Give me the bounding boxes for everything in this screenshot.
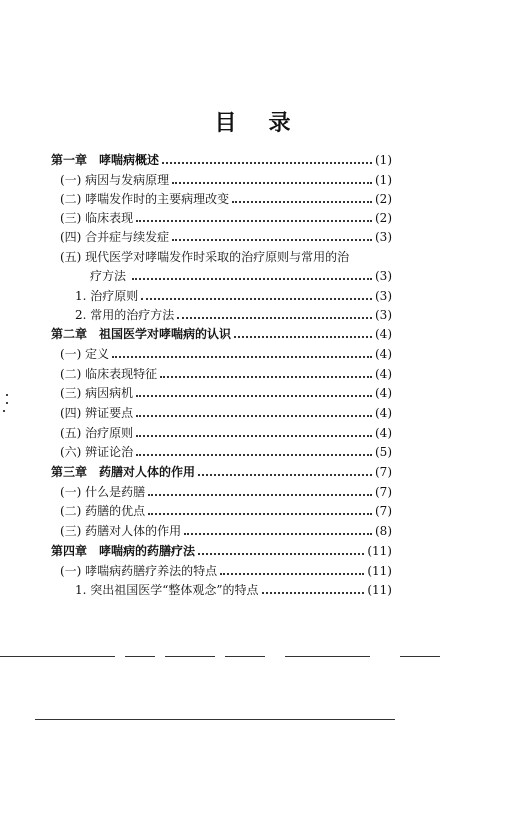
scan-rule: [285, 656, 370, 657]
scan-mark: [6, 394, 8, 396]
dot-leader: [232, 188, 372, 203]
toc-entry-label: 1. 突出祖国医学“整体观念”的特点: [75, 583, 259, 597]
toc-entry: [0, 501, 505, 520]
toc-entry-label: (三) 病因病机: [60, 386, 134, 400]
dot-leader: [172, 169, 372, 184]
scan-rule: [125, 656, 155, 657]
chapter-number: 第一章: [51, 153, 88, 167]
scan-rule: [165, 656, 215, 657]
toc-entry-label: (一) 定义: [60, 347, 110, 361]
toc-subentry: [0, 580, 505, 599]
toc-entry-label: (四) 合并症与续发症: [60, 230, 170, 244]
dot-leader: [136, 402, 372, 417]
toc-entry: [0, 247, 349, 266]
page-number: (3): [375, 268, 392, 283]
dot-leader: [262, 579, 365, 594]
toc-entry-label: (二) 临床表现特征: [60, 367, 158, 381]
page-number: (2): [375, 210, 392, 225]
toc-entry: [0, 383, 505, 402]
toc-entry: [0, 189, 505, 208]
toc-entry-label: [51, 325, 231, 342]
page-number: (4): [375, 425, 392, 440]
chapter-title: 哮喘病的药膳疗法: [99, 544, 196, 558]
page-number: (8): [375, 523, 392, 538]
chapter-title: 祖国医学对哮喘病的认识: [99, 327, 232, 341]
scan-mark: [6, 402, 8, 404]
toc-entry-label: (三) 临床表现: [60, 211, 134, 225]
dot-leader: [177, 304, 372, 319]
dot-leader: [141, 285, 372, 300]
toc-entry-label: 1. 治疗原则: [75, 289, 139, 303]
chapter-title: 药膳对人体的作用: [99, 465, 196, 479]
toc-entry-label: 疗方法: [90, 269, 127, 283]
page-number: (3): [375, 307, 392, 322]
title-char-2: 录: [268, 111, 291, 136]
toc-entry-label: [51, 151, 159, 168]
toc-entry-continuation: [0, 266, 505, 285]
toc-entry: [0, 561, 505, 580]
scan-rule: [400, 656, 440, 657]
dot-leader: [184, 520, 372, 535]
dot-leader: [132, 265, 372, 280]
page-number: (7): [375, 484, 392, 499]
scan-rule: [35, 719, 395, 720]
page-number: (4): [375, 385, 392, 400]
toc-chapter-1: [0, 150, 505, 169]
page-number: (7): [375, 464, 392, 479]
toc-entry: [0, 208, 505, 227]
dot-leader: [136, 422, 372, 437]
page-number: (7): [375, 503, 392, 518]
page-number: (3): [375, 288, 392, 303]
chapter-number: 第三章: [51, 465, 88, 479]
toc-entry: [0, 364, 505, 383]
toc-entry-label: (一) 病因与发病原理: [60, 173, 170, 187]
toc-entry-label: 2. 常用的治疗方法: [75, 308, 175, 322]
toc-entry-label: (二) 药膳的优点: [60, 504, 146, 518]
toc-entry: [0, 227, 505, 246]
toc-entry: [0, 423, 505, 442]
dot-leader: [198, 461, 372, 476]
toc-entry: [0, 521, 505, 540]
toc-entry: [0, 403, 505, 422]
dot-leader: [148, 481, 372, 496]
toc-entry-label: (三) 药膳对人体的作用: [60, 524, 182, 538]
toc-entry: [0, 170, 505, 189]
page-number: (11): [367, 543, 392, 558]
toc-entry-label: (六) 辨证论治: [60, 445, 134, 459]
dot-leader: [160, 363, 372, 378]
page-number: (2): [375, 191, 392, 206]
chapter-number: 第四章: [51, 544, 88, 558]
dot-leader: [172, 226, 372, 241]
toc-entry: [0, 482, 505, 501]
toc-chapter-3: [0, 462, 505, 481]
toc-entry-label: (二) 哮喘发作时的主要病理改变: [60, 192, 230, 206]
dot-leader: [220, 560, 364, 575]
page-number: (11): [367, 563, 392, 578]
chapter-title: 哮喘病概述: [99, 153, 160, 167]
dot-leader: [136, 207, 372, 222]
toc-entry: [0, 344, 505, 363]
dot-leader: [148, 500, 372, 515]
page-number: (11): [367, 582, 392, 597]
dot-leader: [162, 149, 372, 164]
toc-entry-label: (五) 治疗原则: [60, 426, 134, 440]
dot-leader: [198, 540, 364, 555]
toc-entry: [0, 442, 505, 461]
toc-entry-label: [51, 542, 195, 559]
dot-leader: [136, 441, 372, 456]
page-number: (4): [375, 366, 392, 381]
dot-leader: [112, 343, 372, 358]
toc-subentry: [0, 286, 505, 305]
page-number: (3): [375, 229, 392, 244]
scan-mark: [3, 410, 5, 412]
page-number: (1): [375, 172, 392, 187]
dot-leader: [234, 323, 372, 338]
dot-leader: [136, 382, 372, 397]
toc-chapter-2: [0, 324, 505, 343]
toc-chapter-4: [0, 541, 505, 560]
page-number: (4): [375, 326, 392, 341]
toc-entry-label: (一) 哮喘病药膳疗养法的特点: [60, 564, 218, 578]
toc-entry-label: (一) 什么是药膳: [60, 485, 146, 499]
page-number: (1): [375, 152, 392, 167]
toc-entry-label: [51, 463, 195, 480]
scan-rule: [0, 656, 115, 657]
page-title: [0, 106, 505, 137]
toc-subentry: [0, 305, 505, 324]
toc-entry-label: (五) 现代医学对哮喘发作时采取的治疗原则与常用的治: [60, 250, 350, 264]
chapter-number: 第二章: [51, 327, 88, 341]
page-number: (5): [375, 444, 392, 459]
scan-rule: [225, 656, 265, 657]
title-char-1: 目: [214, 111, 237, 136]
toc-entry-label: (四) 辨证要点: [60, 406, 134, 420]
page-number: (4): [375, 405, 392, 420]
page-number: (4): [375, 346, 392, 361]
